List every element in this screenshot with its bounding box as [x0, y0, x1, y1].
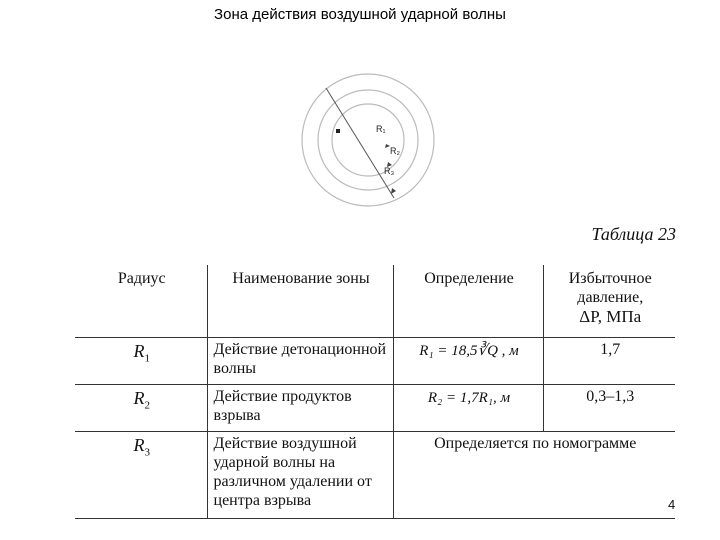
pressure-cell: 1,7 — [543, 338, 675, 385]
definition-cell: Определяется по номограмме — [393, 432, 675, 519]
zone-circle-2 — [318, 90, 418, 190]
definition-cell: R₂ = 1,7R₁, м — [393, 385, 543, 432]
blast-zone-diagram — [298, 70, 438, 210]
radius-cell: $R_3$ — [75, 432, 207, 519]
page-title: Зона действия воздушной ударной волны — [214, 6, 506, 23]
label-r1: R₁ — [376, 124, 386, 134]
header-definition: Определение — [393, 265, 543, 338]
label-r2: R₂ — [390, 146, 400, 156]
page-number: 4 — [668, 497, 676, 512]
blast-zones-table — [75, 265, 675, 519]
zone-cell: Действие воздушной ударной волны на различном удалении от центра взрыва — [207, 432, 393, 519]
label-r3: R₃ — [384, 166, 395, 176]
radius-cell: $R_1$ — [75, 338, 207, 385]
table-header-row — [75, 265, 675, 338]
header-pressure — [543, 265, 675, 338]
header-zone: Наименование зоны — [207, 265, 393, 338]
table-caption: Таблица 23 — [591, 224, 676, 244]
table-row — [75, 385, 675, 432]
zone-cell: Действие детонационной волны — [207, 338, 393, 385]
blast-center-marker — [336, 129, 340, 133]
table-row — [75, 338, 675, 385]
zone-circle-3 — [302, 74, 434, 206]
header-pressure-line2: давление, — [577, 289, 644, 306]
arrow-r3-icon — [391, 188, 396, 194]
zone-cell: Действие продуктов взрыва — [207, 385, 393, 432]
header-pressure-line1: Избыточное — [568, 270, 652, 287]
radius-cell: $R_2$ — [75, 385, 207, 432]
definition-cell: R₁ = 18,5∛Q , м — [393, 338, 543, 385]
pressure-cell: 0,3–1,3 — [543, 385, 675, 432]
header-radius: Радиус — [75, 265, 207, 338]
table-row — [75, 432, 675, 519]
header-pressure-line3: ΔP, МПа — [579, 307, 642, 326]
